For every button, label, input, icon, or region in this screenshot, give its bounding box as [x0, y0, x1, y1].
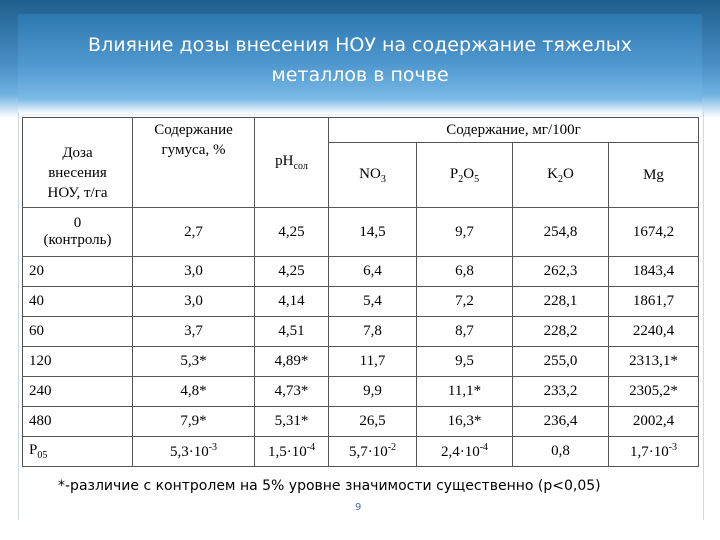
mg-cell: 1843,4: [609, 257, 699, 287]
humus-header: [133, 118, 255, 208]
ph-cell: 4,51: [255, 317, 329, 347]
page-number: 9: [355, 502, 362, 513]
p2o5-cell: 11,1*: [417, 377, 513, 407]
dose-cell: [23, 208, 133, 257]
table-row: [23, 317, 699, 347]
p05-no3-exp: -2: [387, 442, 397, 453]
k2o-cell: 0,8: [513, 437, 609, 467]
mg-cell: 1674,2: [609, 208, 699, 257]
dose-header-line2: внесения: [48, 164, 107, 181]
p05-p2o5-base: 2,4·10: [440, 444, 480, 460]
no3-header-main: NO: [359, 165, 381, 182]
no3-cell: 11,7: [329, 347, 417, 377]
p05-label-sub: 05: [37, 450, 48, 461]
mg-cell: 2305,2*: [609, 377, 699, 407]
table-row: [23, 407, 699, 437]
ph-cell: 4,14: [255, 287, 329, 317]
k2o-b: 2: [558, 173, 563, 185]
no3-cell: 26,5: [329, 407, 417, 437]
mg-header: Mg: [609, 143, 699, 208]
p2o5-header: [417, 143, 513, 208]
mg-cell: 1861,7: [609, 287, 699, 317]
p05-ph-base: 1,5·10: [267, 444, 307, 460]
p05-mg-base: 1,7·10: [629, 444, 669, 460]
p2o5-cell: 9,7: [417, 208, 513, 257]
k2o-cell: 254,8: [513, 208, 609, 257]
no3-header-sub: 3: [380, 173, 386, 185]
title-line-1: Влияние дозы внесения НОУ на содержание тяжелых: [88, 34, 632, 56]
mg-cell: 2313,1*: [609, 347, 699, 377]
p05-mg-exp: -3: [668, 442, 678, 453]
ph-cell: 4,25: [255, 257, 329, 287]
no3-cell: 5,4: [329, 287, 417, 317]
k2o-header: [513, 143, 609, 208]
k2o-cell: 233,2: [513, 377, 609, 407]
k2o-cell: 236,4: [513, 407, 609, 437]
p05-label-cell: [23, 437, 133, 467]
k2o-cell: 228,2: [513, 317, 609, 347]
dose-cell: 240: [23, 377, 133, 407]
title-line-2: металлов в почве: [271, 64, 449, 86]
k2o-cell: 262,3: [513, 257, 609, 287]
dose-header: [23, 118, 133, 208]
no3-cell: 7,8: [329, 317, 417, 347]
table-row: [23, 377, 699, 407]
p05-no3-base: 5,7·10: [348, 444, 388, 460]
humus-cell: 2,7: [133, 208, 255, 257]
k2o-cell: 255,0: [513, 347, 609, 377]
humus-cell: 7,9*: [133, 407, 255, 437]
p05-p2o5-exp: -4: [479, 442, 489, 453]
p05-humus-exp: -3: [208, 442, 218, 453]
ph-cell: 4,89*: [255, 347, 329, 377]
ph-cell: [255, 437, 329, 467]
humus-cell: 3,0: [133, 257, 255, 287]
p2o5-cell: 8,7: [417, 317, 513, 347]
dose-cell: 60: [23, 317, 133, 347]
header-row-1: [23, 118, 699, 143]
ph-header-main: pH: [275, 153, 294, 169]
no3-cell: 9,9: [329, 377, 417, 407]
p2o5-cell: [417, 437, 513, 467]
p2o5-cell: 6,8: [417, 257, 513, 287]
k2o-cell: 228,1: [513, 287, 609, 317]
humus-cell: 5,3*: [133, 347, 255, 377]
p2o5-d: 5: [474, 173, 480, 185]
humus-cell: 3,0: [133, 287, 255, 317]
content-header: Содержание, мг/100г: [329, 118, 699, 143]
humus-cell: 3,7: [133, 317, 255, 347]
ph-cell: 4,73*: [255, 377, 329, 407]
table-row: [23, 257, 699, 287]
ph-header: [255, 118, 329, 208]
dose-cell: 20: [23, 257, 133, 287]
ph-cell: 5,31*: [255, 407, 329, 437]
table-row: [23, 208, 699, 257]
mg-cell: [609, 437, 699, 467]
p2o5-cell: 16,3*: [417, 407, 513, 437]
dose-cell: 480: [23, 407, 133, 437]
p2o5-a: P: [449, 165, 459, 182]
p05-label-main: P: [29, 442, 38, 458]
humus-cell: 4,8*: [133, 377, 255, 407]
p2o5-cell: 7,2: [417, 287, 513, 317]
no3-cell: [329, 437, 417, 467]
p2o5-cell: 9,5: [417, 347, 513, 377]
table-row: [23, 347, 699, 377]
dose-cell: 40: [23, 287, 133, 317]
humus-cell: [133, 437, 255, 467]
footnote: *-различие с контролем на 5% уровне значимости существенно (p<0,05): [58, 478, 601, 494]
ph-cell: 4,25: [255, 208, 329, 257]
ph-header-sub: сол: [293, 161, 308, 172]
dose-line1: 0: [73, 215, 82, 231]
k2o-c: O: [563, 165, 574, 182]
slide-title: [40, 30, 680, 90]
p2o5-b: 2: [458, 173, 464, 185]
dose-line2: (контроль): [43, 232, 112, 248]
k2o-a: K: [547, 165, 558, 182]
dose-cell: 120: [23, 347, 133, 377]
table-row: [23, 287, 699, 317]
no3-header: [329, 143, 417, 208]
dose-header-line3: НОУ, т/га: [47, 184, 108, 201]
mg-cell: 2002,4: [609, 407, 699, 437]
p05-ph-exp: -4: [306, 442, 316, 453]
no3-cell: 14,5: [329, 208, 417, 257]
data-table: [22, 117, 699, 467]
mg-cell: 2240,4: [609, 317, 699, 347]
p05-humus-base: 5,3·10: [169, 444, 209, 460]
humus-header-line2: гумуса, %: [161, 142, 226, 158]
dose-header-line1: Доза: [62, 144, 93, 161]
p2o5-c: O: [463, 165, 475, 182]
humus-header-line1: Содержание: [154, 122, 233, 138]
table-row-p05: [23, 437, 699, 467]
no3-cell: 6,4: [329, 257, 417, 287]
